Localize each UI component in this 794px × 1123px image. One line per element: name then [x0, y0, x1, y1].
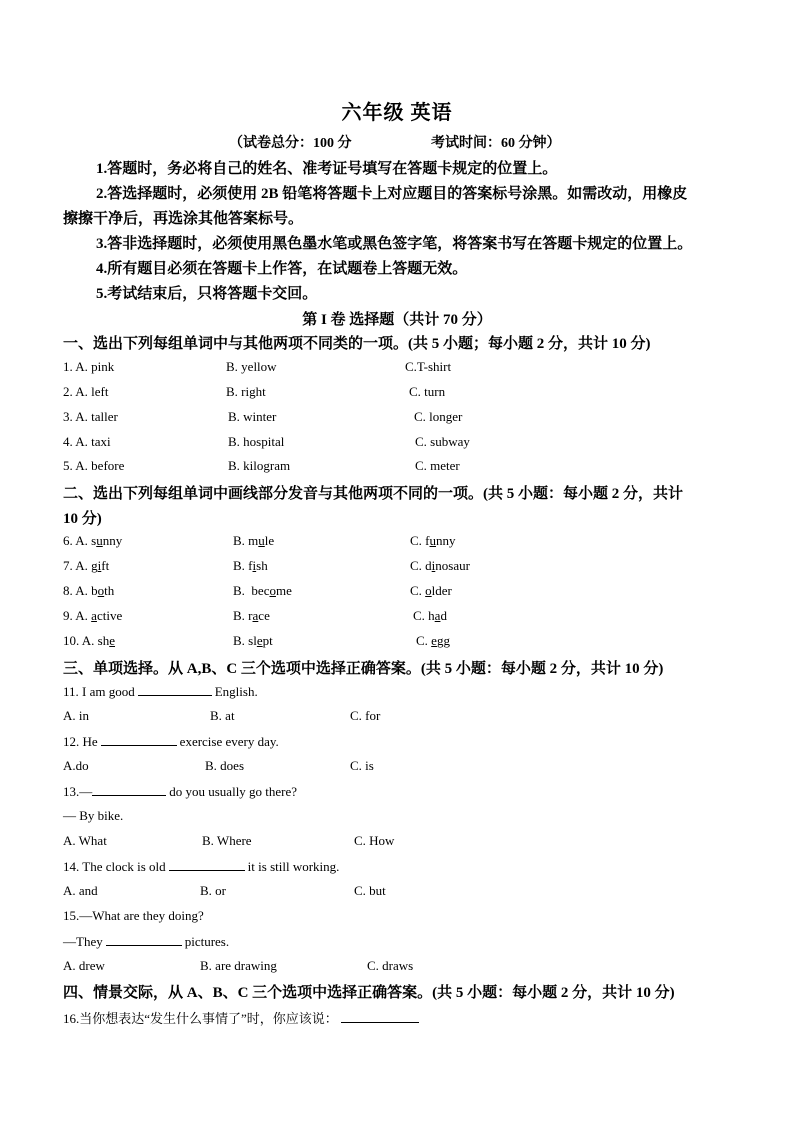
section-4-heading: 四、情景交际，从 A、B、C 三个选项中选择正确答案。(共 5 小题：每小题 2 分，共计 10 分): [63, 985, 675, 1001]
q11-c: C. for: [350, 708, 381, 723]
q2-b: B. right: [226, 384, 266, 399]
answer-blank[interactable]: [169, 858, 245, 871]
q11-b: B. at: [210, 708, 235, 723]
q3-a: 3. A. taller: [63, 409, 118, 424]
q13-a: A. What: [63, 833, 107, 848]
q14-stem: 14. The clock is old it is still working.: [63, 859, 340, 874]
q11-a: A. in: [63, 708, 89, 723]
q1-a: 1. A. pink: [63, 359, 115, 374]
section-2-heading: 二、选出下列每组单词中画线部分发音与其他两项不同的一项。(共 5 小题：每小题 2 分，共计: [63, 486, 683, 502]
q12-a: A.do: [63, 758, 89, 773]
q8-b: B. become: [233, 583, 292, 598]
q15-reply: —They pictures.: [63, 934, 230, 949]
q6-b: B. mule: [233, 533, 275, 548]
q9-c: C. had: [413, 608, 447, 623]
answer-blank[interactable]: [92, 783, 166, 796]
q13-stem: 13.— do you usually go there?: [63, 784, 298, 799]
q8-a: 8. A. both: [63, 583, 115, 598]
q9-b: B. race: [233, 608, 270, 623]
q13-b: B. Where: [202, 833, 252, 848]
q13-c: C. How: [354, 833, 395, 848]
section-1-heading: 一、选出下列每组单词中与其他两项不同类的一项。(共 5 小题；每小题 2 分，共计 10 分): [63, 336, 651, 352]
note-2-cont: 擦擦干净后，再选涂其他答案标号。: [63, 211, 304, 227]
q12-stem: 12. He exercise every day.: [63, 734, 279, 749]
q10-a: 10. A. she: [63, 633, 116, 648]
q9-a: 9. A. active: [63, 608, 123, 623]
q12-b: B. does: [205, 758, 244, 773]
q15-b: B. are drawing: [200, 958, 277, 973]
note-3: 3.答非选择题时，必须使用黑色墨水笔或黑色签字笔，将答案书写在答题卡规定的位置上。: [96, 236, 693, 252]
q5-a: 5. A. before: [63, 458, 125, 473]
q2-a: 2. A. left: [63, 384, 109, 399]
q1-c: C.T-shirt: [405, 359, 452, 374]
answer-blank[interactable]: [101, 733, 177, 746]
q1-b: B. yellow: [226, 359, 277, 374]
part-1-heading: 第 I 卷 选择题（共计 70 分）: [302, 312, 492, 328]
section-2-heading-cont: 10 分): [63, 511, 102, 527]
note-2: 2.答选择题时，必须使用 2B 铅笔将答题卡上对应题目的答案标号涂黑。如需改动，用橡皮: [96, 186, 688, 202]
q10-c: C. egg: [416, 633, 450, 648]
q13-reply: — By bike.: [63, 808, 124, 823]
q7-c: C. dinosaur: [410, 558, 470, 573]
q5-c: C. meter: [415, 458, 460, 473]
answer-blank[interactable]: [341, 1010, 419, 1023]
page-title: 六年级 英语: [341, 102, 453, 124]
q7-b: B. fish: [233, 558, 268, 573]
q5-b: B. kilogram: [228, 458, 291, 473]
answer-blank[interactable]: [138, 683, 212, 696]
answer-blank[interactable]: [106, 933, 182, 946]
q15-a: A. drew: [63, 958, 105, 973]
q3-c: C. longer: [414, 409, 463, 424]
q12-c: C. is: [350, 758, 374, 773]
q2-c: C. turn: [409, 384, 446, 399]
q8-c: C. older: [410, 583, 452, 598]
q15-stem: 15.—What are they doing?: [63, 908, 204, 923]
exam-time: 考试时间：60 分钟）: [431, 136, 561, 151]
total-score: （试卷总分：100 分: [229, 136, 352, 151]
q4-c: C. subway: [415, 434, 470, 449]
q10-b: B. slept: [233, 633, 273, 648]
q14-a: A. and: [63, 883, 98, 898]
q4-a: 4. A. taxi: [63, 434, 111, 449]
note-5: 5.考试结束后，只将答题卡交回。: [96, 286, 318, 302]
section-3-heading: 三、单项选择。从 A,B、C 三个选项中选择正确答案。(共 5 小题：每小题 2 分，共计 10 分): [63, 661, 664, 677]
q6-c: C. funny: [410, 533, 456, 548]
q15-c: C. draws: [367, 958, 414, 973]
q6-a: 6. A. sunny: [63, 533, 123, 548]
note-1: 1.答题时，务必将自己的姓名、准考证号填写在答题卡规定的位置上。: [96, 161, 558, 177]
q16-stem: 16.当你想表达“发生什么事情了”时，你应该说：: [63, 1008, 422, 1027]
q11-stem: 11. I am good English.: [63, 684, 258, 699]
q7-a: 7. A. gift: [63, 558, 110, 573]
note-4: 4.所有题目必须在答题卡上作答，在试题卷上答题无效。: [96, 261, 468, 277]
q14-c: C. but: [354, 883, 386, 898]
q3-b: B. winter: [228, 409, 277, 424]
q4-b: B. hospital: [228, 434, 285, 449]
q14-b: B. or: [200, 883, 226, 898]
